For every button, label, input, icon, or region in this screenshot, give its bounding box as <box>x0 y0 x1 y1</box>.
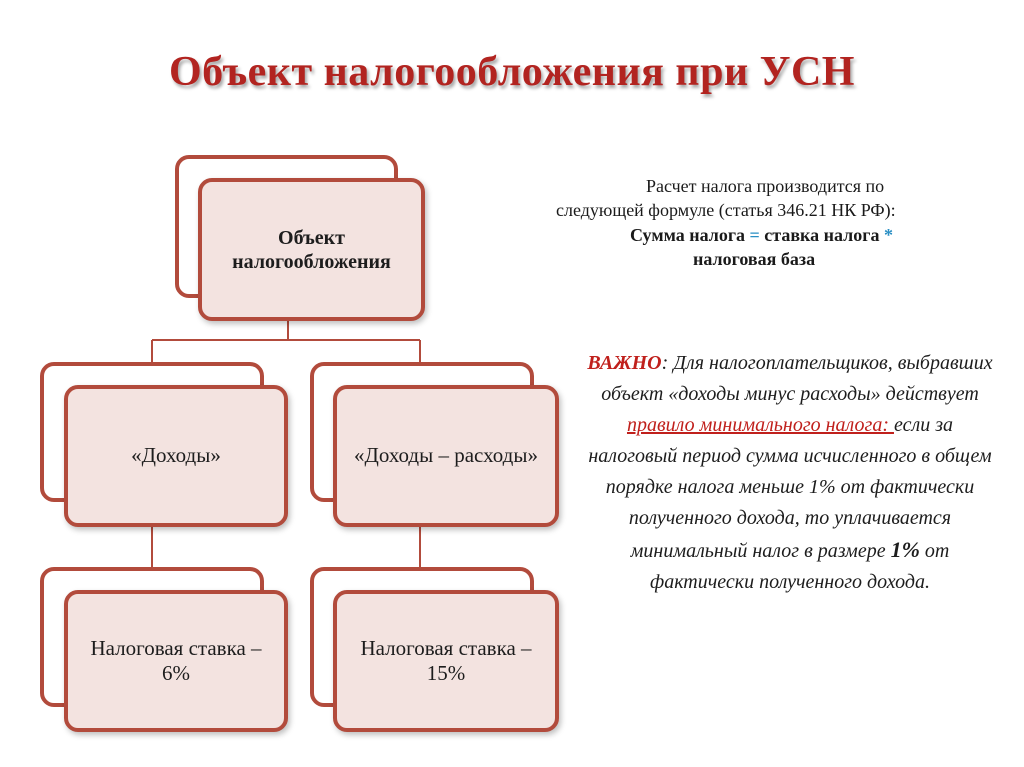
root-box: Объект налогообложения <box>198 178 425 321</box>
note-text-b: если за налоговый период сумма исчисленного в общем порядке налога меньше 1% от фактически полученного дохода, то уплачивается минимальный налог в размере <box>588 414 992 562</box>
formula-base-label: налоговая база <box>693 248 816 269</box>
formula-line-1: Расчет налога производится по <box>646 176 885 196</box>
income-box: «Доходы» <box>64 385 288 527</box>
page-title: Объект налогообложения при УСН <box>169 49 855 95</box>
important-note <box>585 348 995 598</box>
rate-6-box: Налоговая ставка – 6% <box>64 590 288 732</box>
min-tax-rule-link[interactable]: правило минимального налога: <box>626 414 894 436</box>
income-expenses-box: «Доходы – расходы» <box>333 385 559 527</box>
formula-sum-label: Сумма налога <box>630 224 750 245</box>
formula-line-2: следующей формуле (статья 346.21 НК РФ): <box>556 200 896 221</box>
multiply-operator: * <box>883 224 893 245</box>
note-percent: 1% <box>890 537 920 562</box>
note-text-a: : Для налогоплательщиков, выбравших объект «доходы минус расходы» действует <box>601 352 993 405</box>
note-text-c: от фактически полученного дохода. <box>650 540 950 593</box>
equals-operator: = <box>749 224 760 245</box>
formula-rate-label: ставка налога <box>759 224 884 245</box>
rate-15-box: Налоговая ставка – 15% <box>333 590 559 732</box>
formula-equation <box>548 223 998 247</box>
formula-block <box>548 174 998 271</box>
important-label: ВАЖНО <box>587 352 662 374</box>
